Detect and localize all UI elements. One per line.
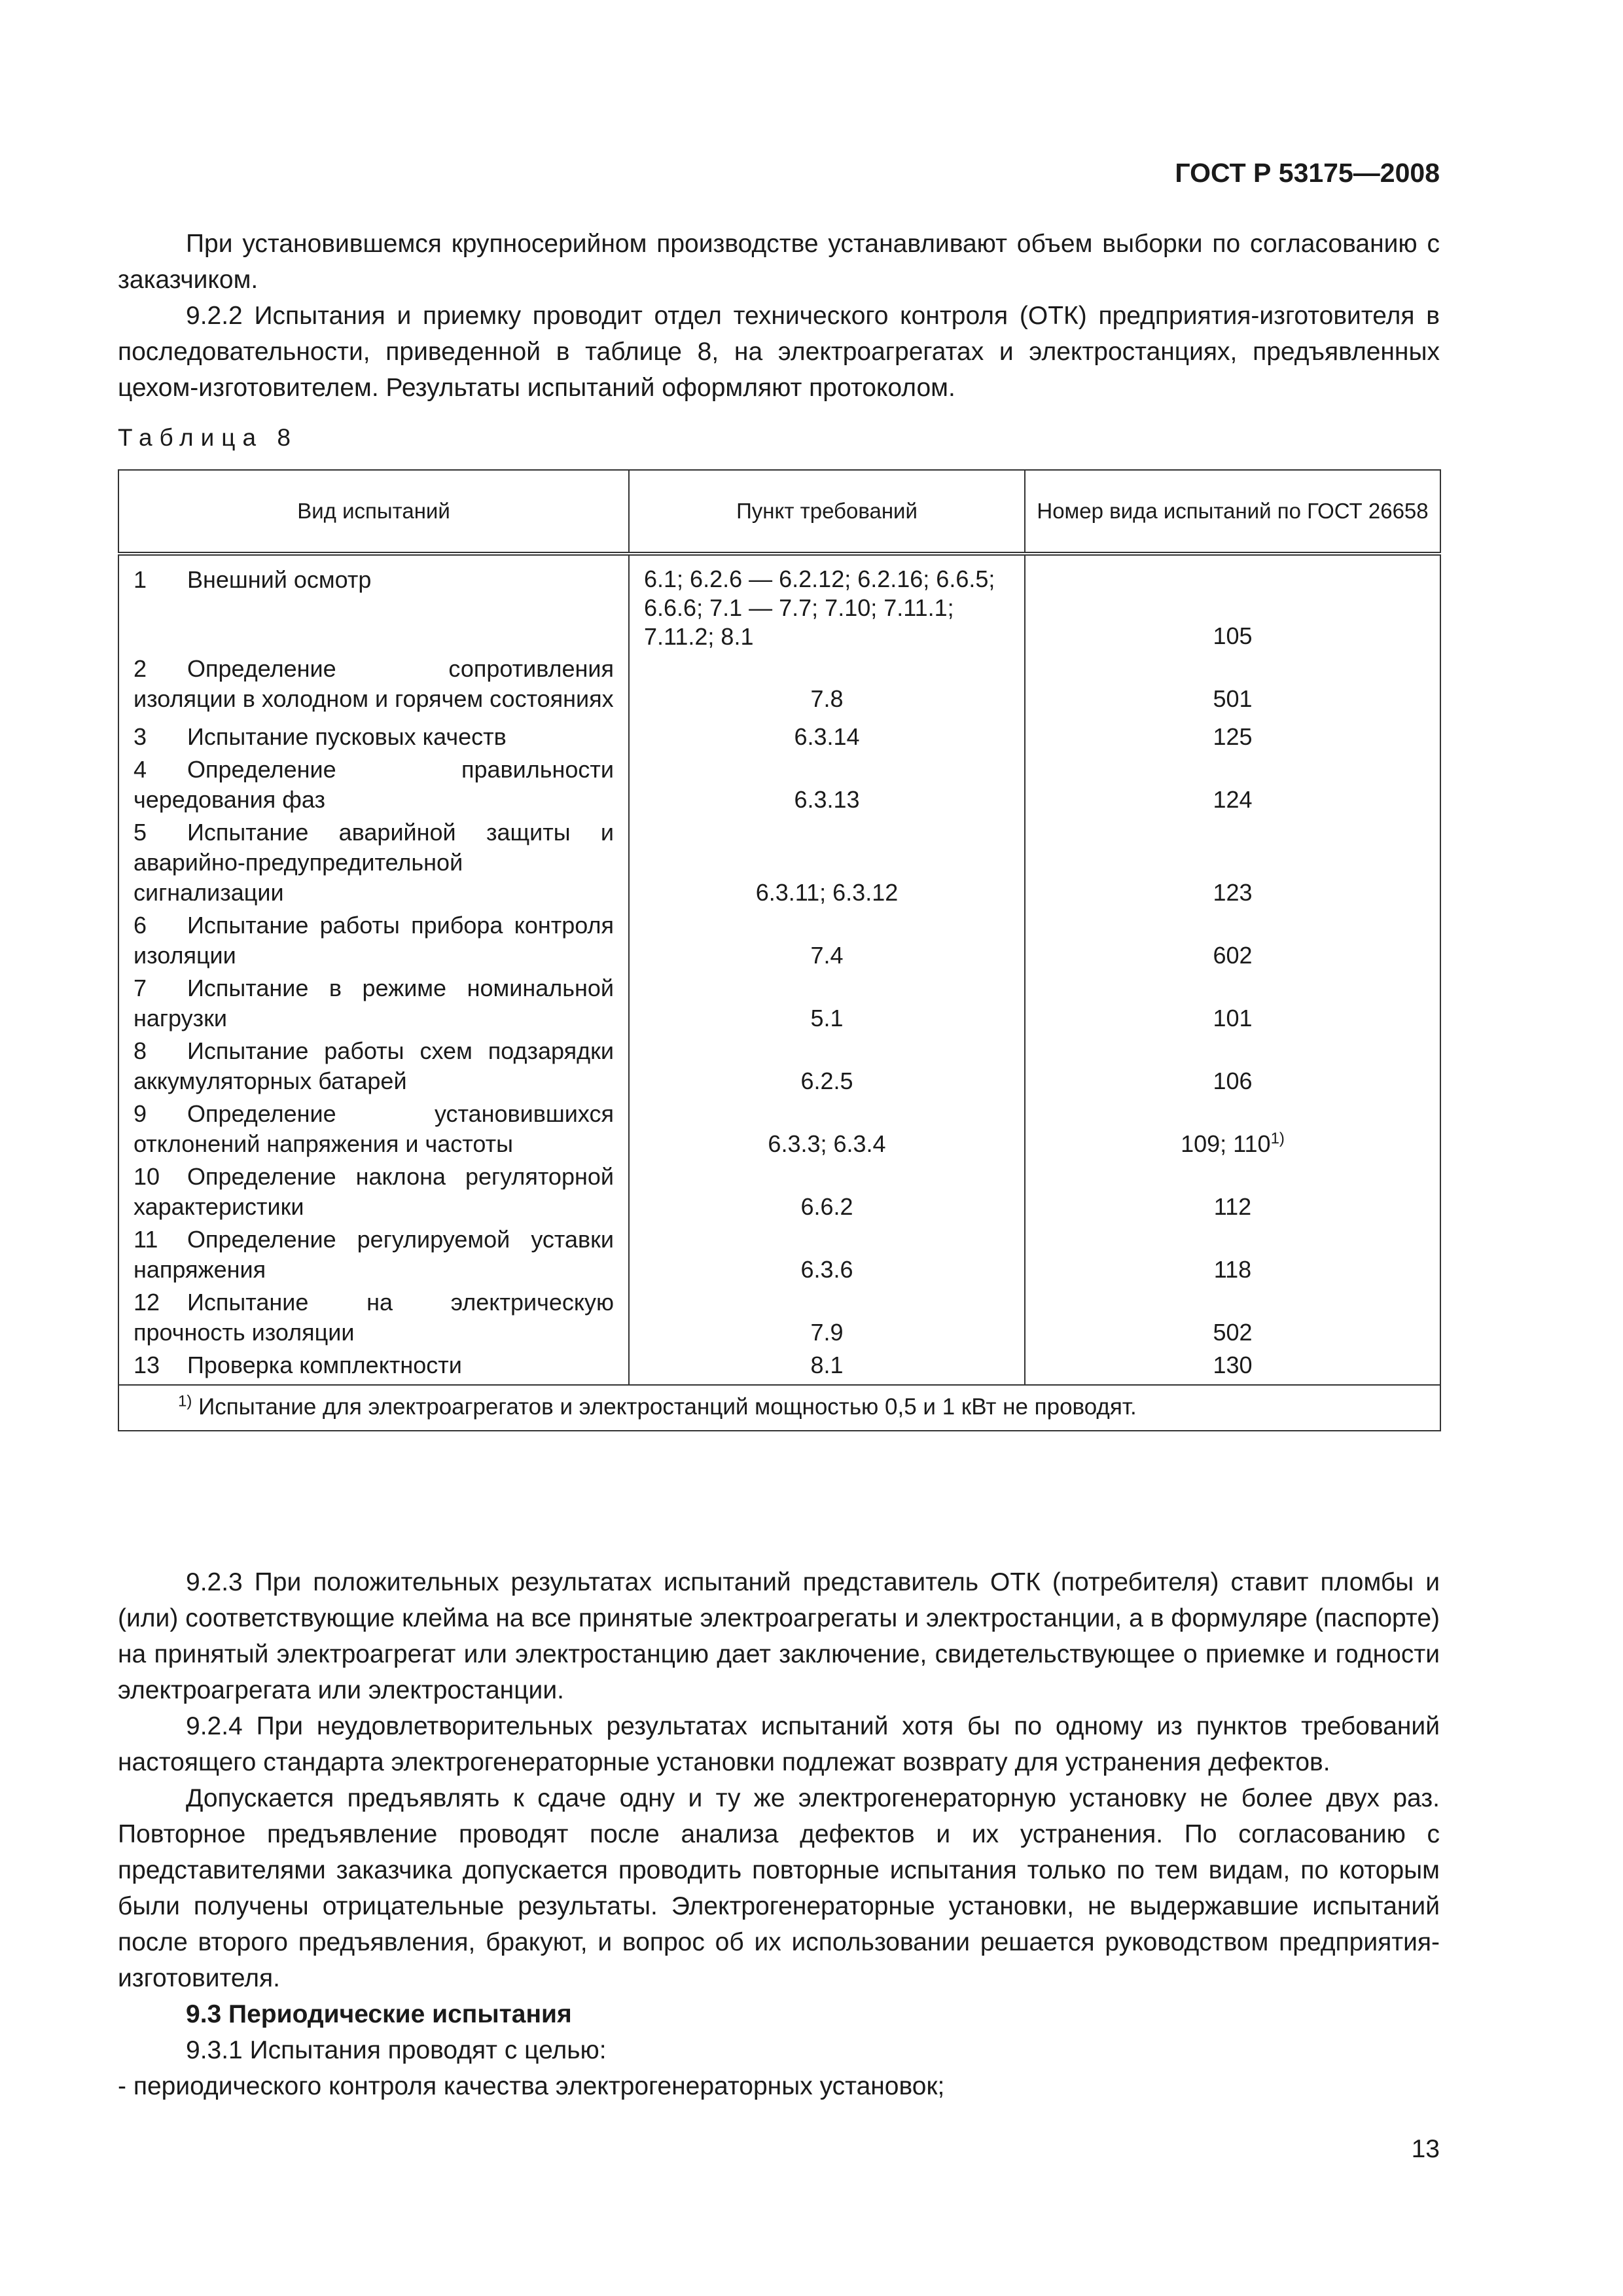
clause-cell: 6.3.3; 6.3.4 bbox=[629, 1096, 1025, 1159]
test-type-cell bbox=[118, 908, 629, 971]
table-header-row bbox=[118, 470, 1440, 554]
test-number-cell bbox=[1025, 1033, 1440, 1096]
row-number: 2 bbox=[134, 655, 147, 682]
test-number-cell bbox=[1025, 714, 1440, 752]
test-type-cell bbox=[118, 1159, 629, 1222]
table-row bbox=[118, 1222, 1440, 1285]
test-type-cell bbox=[118, 554, 629, 651]
table-row bbox=[118, 908, 1440, 971]
test-type-cell bbox=[118, 1285, 629, 1348]
row-number: 7 bbox=[134, 975, 147, 1001]
test-number-cell bbox=[1025, 908, 1440, 971]
clause-cell: 5.1 bbox=[629, 971, 1025, 1033]
test-type-cell bbox=[118, 815, 629, 908]
row-number: 13 bbox=[134, 1352, 160, 1378]
test-type-label: Испытание работы схем подзарядки аккумуляторных батарей bbox=[134, 1037, 614, 1094]
row-number: 9 bbox=[134, 1100, 147, 1127]
clause-cell: 6.3.13 bbox=[629, 752, 1025, 815]
table-row bbox=[118, 1096, 1440, 1159]
clause-cell: 7.9 bbox=[629, 1285, 1025, 1348]
table-8 bbox=[118, 469, 1441, 1431]
row-number: 11 bbox=[134, 1226, 158, 1253]
test-type-cell bbox=[118, 752, 629, 815]
column-header-test-number: Номер вида испытаний по ГОСТ 26658 bbox=[1025, 470, 1440, 554]
table-row bbox=[118, 651, 1440, 714]
test-type-cell bbox=[118, 1096, 629, 1159]
test-type-label: Испытание работы прибора контроля изоляции bbox=[134, 912, 614, 969]
footnote-mark: 1) bbox=[178, 1392, 192, 1410]
table-caption: Таблица 8 bbox=[118, 424, 298, 451]
test-type-label: Определение наклона регуляторной характеристики bbox=[134, 1163, 614, 1220]
table-body bbox=[118, 554, 1440, 1431]
table-row bbox=[118, 1159, 1440, 1222]
table-row bbox=[118, 815, 1440, 908]
test-number: 130 bbox=[1213, 1352, 1253, 1378]
clause-cell: 6.3.11; 6.3.12 bbox=[629, 815, 1025, 908]
table-row bbox=[118, 1033, 1440, 1096]
clause-cell: 7.4 bbox=[629, 908, 1025, 971]
test-number: 501 bbox=[1213, 685, 1253, 712]
table-footnote bbox=[118, 1385, 1440, 1431]
test-number-cell bbox=[1025, 1159, 1440, 1222]
footnote-text: Испытание для электроагрегатов и электростанций мощностью 0,5 и 1 кВт не проводят. bbox=[198, 1394, 1137, 1420]
table-row bbox=[118, 1285, 1440, 1348]
test-type-label: Определение регулируемой уставки напряжения bbox=[134, 1226, 614, 1283]
test-number-cell bbox=[1025, 752, 1440, 815]
test-type-cell bbox=[118, 651, 629, 714]
clause-cell: 7.8 bbox=[629, 651, 1025, 714]
table-row bbox=[118, 971, 1440, 1033]
test-number-cell bbox=[1025, 1096, 1440, 1159]
test-number: 602 bbox=[1213, 942, 1253, 969]
row-number: 1 bbox=[134, 566, 147, 593]
column-header-clause: Пункт требований bbox=[629, 470, 1025, 554]
test-number-cell bbox=[1025, 1285, 1440, 1348]
test-type-label: Испытание на электрическую прочность изоляции bbox=[134, 1289, 614, 1346]
test-type-label: Определение установившихся отклонений напряжения и частоты bbox=[134, 1100, 614, 1157]
test-number: 106 bbox=[1213, 1067, 1253, 1094]
paragraph: - периодического контроля качества электрогенераторных установок; bbox=[118, 2072, 945, 2100]
test-number: 112 bbox=[1213, 1193, 1252, 1220]
paragraph: 9.2.3 При положительных результатах испытаний представитель ОТК (потребителя) ставит пломбы и (или) соответствующие клейма на все принятые электроагрегаты и электростанции, а в формуляре (паспорте) на принятый электроагрегат или электростанцию дает заключение, свидетельствующее о приемке и годности электроагрегата или электростанции. bbox=[118, 1568, 1440, 1704]
test-number-cell bbox=[1025, 1348, 1440, 1385]
test-type-label: Внешний осмотр bbox=[187, 566, 372, 593]
test-number-cell bbox=[1025, 815, 1440, 908]
test-number: 105 bbox=[1213, 622, 1253, 649]
test-type-label: Определение правильности чередования фаз bbox=[134, 756, 614, 813]
test-number: 502 bbox=[1213, 1319, 1253, 1346]
paragraph: 9.2.4 При неудовлетворительных результатах испытаний хотя бы по одному из пунктов требований настоящего стандарта электрогенераторные установки подлежат возврату для устранения дефектов. bbox=[118, 1712, 1440, 1776]
row-number: 12 bbox=[134, 1289, 160, 1316]
table-row bbox=[118, 554, 1440, 651]
test-type-label: Определение сопротивления изоляции в холодном и горячем состояниях bbox=[134, 655, 614, 712]
paragraph: 9.2.2 Испытания и приемку проводит отдел технического контроля (ОТК) предприятия-изготовителя в последовательности, приведенной в таблице 8, на электроагрегатах и электростанциях, предъявленных цехом-изготовителем. Результаты испытаний оформляют протоколом. bbox=[118, 302, 1440, 402]
row-number: 3 bbox=[134, 723, 147, 750]
table-footnote-row bbox=[118, 1385, 1440, 1431]
paragraph: Допускается предъявлять к сдаче одну и ту же электрогенераторную установку не более двух раз. Повторное предъявление проводят после анализа дефектов и их устранения. По согласованию с представителями заказчика допускается проводить повторные испытания только по тем видам, по которым были получены отрицательные результаты. Электрогенераторные установки, не выдержавшие испытаний после второго предъявления, бракуют, и вопрос об их использовании решается руководством предприятия-изготовителя. bbox=[118, 1784, 1440, 1992]
table-row bbox=[118, 714, 1440, 752]
clause-cell: 6.2.5 bbox=[629, 1033, 1025, 1096]
paragraph: 9.3.1 Испытания проводят с целью: bbox=[186, 2036, 607, 2064]
table-row bbox=[118, 752, 1440, 815]
row-number: 6 bbox=[134, 912, 147, 939]
test-number: 109; 110 bbox=[1181, 1130, 1271, 1157]
document-id: ГОСТ Р 53175—2008 bbox=[1175, 158, 1440, 188]
row-number: 10 bbox=[134, 1163, 160, 1190]
clause-cell: 6.6.2 bbox=[629, 1159, 1025, 1222]
paragraph: При установившемся крупносерийном производстве устанавливают объем выборки по согласованию с заказчиком. bbox=[118, 230, 1440, 294]
clause-cell: 6.1; 6.2.6 — 6.2.12; 6.2.16; 6.6.5; 6.6.6; 7.1 — 7.7; 7.10; 7.11.1; 7.11.2; 8.1 bbox=[629, 554, 1025, 651]
table-row bbox=[118, 1348, 1440, 1385]
clause-cell: 8.1 bbox=[629, 1348, 1025, 1385]
test-type-label: Проверка комплектности bbox=[187, 1352, 462, 1378]
clause-cell: 6.3.14 bbox=[629, 714, 1025, 752]
page-number: 13 bbox=[1411, 2135, 1440, 2163]
test-number: 118 bbox=[1213, 1256, 1252, 1283]
test-type-label: Испытание пусковых качеств bbox=[187, 723, 507, 750]
test-number-cell bbox=[1025, 651, 1440, 714]
clause-cell: 6.3.6 bbox=[629, 1222, 1025, 1285]
test-number: 125 bbox=[1213, 723, 1253, 750]
test-number-cell bbox=[1025, 971, 1440, 1033]
test-number: 101 bbox=[1213, 1005, 1253, 1031]
test-type-cell bbox=[118, 1222, 629, 1285]
test-type-cell bbox=[118, 714, 629, 752]
body-text bbox=[118, 1564, 1440, 2104]
test-number-cell bbox=[1025, 554, 1440, 651]
test-type-cell bbox=[118, 971, 629, 1033]
test-number-cell bbox=[1025, 1222, 1440, 1285]
footnote-reference: 1) bbox=[1270, 1130, 1285, 1147]
row-number: 8 bbox=[134, 1037, 147, 1064]
intro-text bbox=[118, 226, 1440, 406]
test-number: 123 bbox=[1213, 879, 1253, 906]
test-type-cell bbox=[118, 1033, 629, 1096]
test-type-label: Испытание в режиме номинальной нагрузки bbox=[134, 975, 614, 1031]
column-header-test-type: Вид испытаний bbox=[118, 470, 629, 554]
row-number: 4 bbox=[134, 756, 147, 783]
row-number: 5 bbox=[134, 819, 147, 846]
test-type-cell bbox=[118, 1348, 629, 1385]
test-type-label: Испытание аварийной защиты и аварийно-предупредительной сигнализации bbox=[134, 819, 614, 906]
test-number: 124 bbox=[1213, 786, 1253, 813]
section-heading: 9.3 Периодические испытания bbox=[186, 2000, 572, 2028]
